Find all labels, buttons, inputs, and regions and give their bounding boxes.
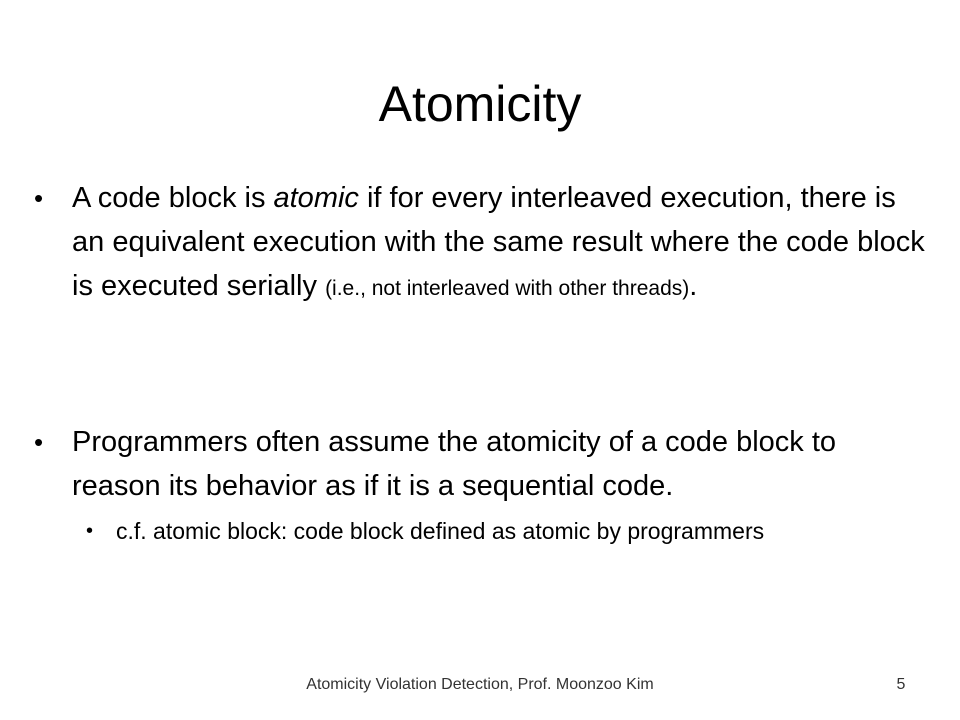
page-number: 5	[896, 676, 906, 693]
slide-title: Atomicity	[378, 76, 582, 132]
bullet-period: .	[689, 270, 698, 302]
bullet-text: Programmers often assume the atomicity of a code block to reason its behavior as if it is a sequential code.	[72, 426, 837, 502]
bullet-emphasis: atomic	[273, 182, 359, 214]
bullet-item-atomic-definition	[34, 176, 932, 311]
sub-bullet-marker: •	[86, 520, 94, 542]
slide-footer: Atomicity Violation Detection, Prof. Moonzoo Kim	[306, 676, 654, 693]
bullet-marker: •	[34, 183, 44, 213]
bullet-text-continued: if for every interleaved execution, there is an equivalent execution with the same result where the code block is executed serially	[72, 182, 925, 302]
sub-bullet-item-atomic-block	[86, 514, 816, 548]
bullet-parenthetical: (i.e., not interleaved with other threads)	[325, 277, 690, 300]
bullet-text: A code block is	[72, 182, 274, 214]
bullet-marker: •	[34, 427, 44, 457]
sub-bullet-text: c.f. atomic block: code block defined as atomic by programmers	[116, 518, 765, 544]
bullet-item-programmers-assumption	[34, 420, 932, 508]
